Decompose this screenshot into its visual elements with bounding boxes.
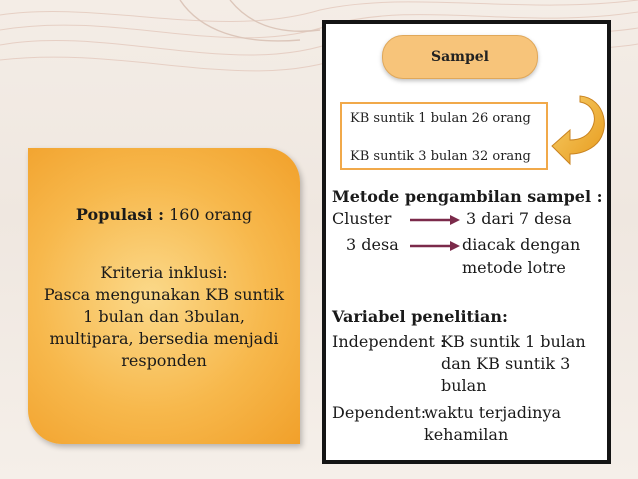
arrow-right-icon [410,240,460,252]
metode-title: Metode pengambilan sampel : [332,187,603,206]
sample-line-2: KB suntik 3 bulan 32 orang [350,149,531,164]
populasi-box [28,148,300,444]
metode-row2-right-1: diacak dengan [462,235,581,254]
independent-label: Independent : [332,332,446,351]
kriteria-block [38,262,290,372]
sampel-label: Sampel [430,49,489,65]
metode-row2-right-2: metode lotre [462,258,566,277]
kriteria-line: responden [121,351,207,370]
kriteria-line: multipara, bersedia menjadi [49,329,279,348]
populasi-value: 160 orang [169,205,253,224]
independent-line: KB suntik 1 bulan [441,332,586,351]
kriteria-line: Pasca mengunakan KB suntik [43,285,285,304]
populasi-label: Populasi : [75,205,164,224]
variabel-title: Variabel penelitian: [332,307,508,326]
sample-line-1: KB suntik 1 bulan 26 orang [350,111,531,126]
dependent-label: Dependent: [332,403,427,422]
independent-line: dan KB suntik 3 [441,354,571,373]
populasi-line [28,204,300,226]
metode-row1-right: 3 dari 7 desa [466,209,572,228]
kriteria-line: 1 bulan dan 3bulan, [83,307,245,326]
independent-line: bulan [441,376,487,395]
sampel-pill [382,35,538,79]
arrow-right-icon [410,214,460,226]
dependent-line: waktu terjadinya [424,403,562,422]
metode-row2-left: 3 desa [346,235,399,254]
kriteria-title: Kriteria inklusi: [100,263,228,282]
sample-box [340,102,548,170]
metode-row1-left: Cluster [332,209,392,228]
curved-arrow-icon [550,92,616,166]
dependent-line: kehamilan [424,425,509,444]
